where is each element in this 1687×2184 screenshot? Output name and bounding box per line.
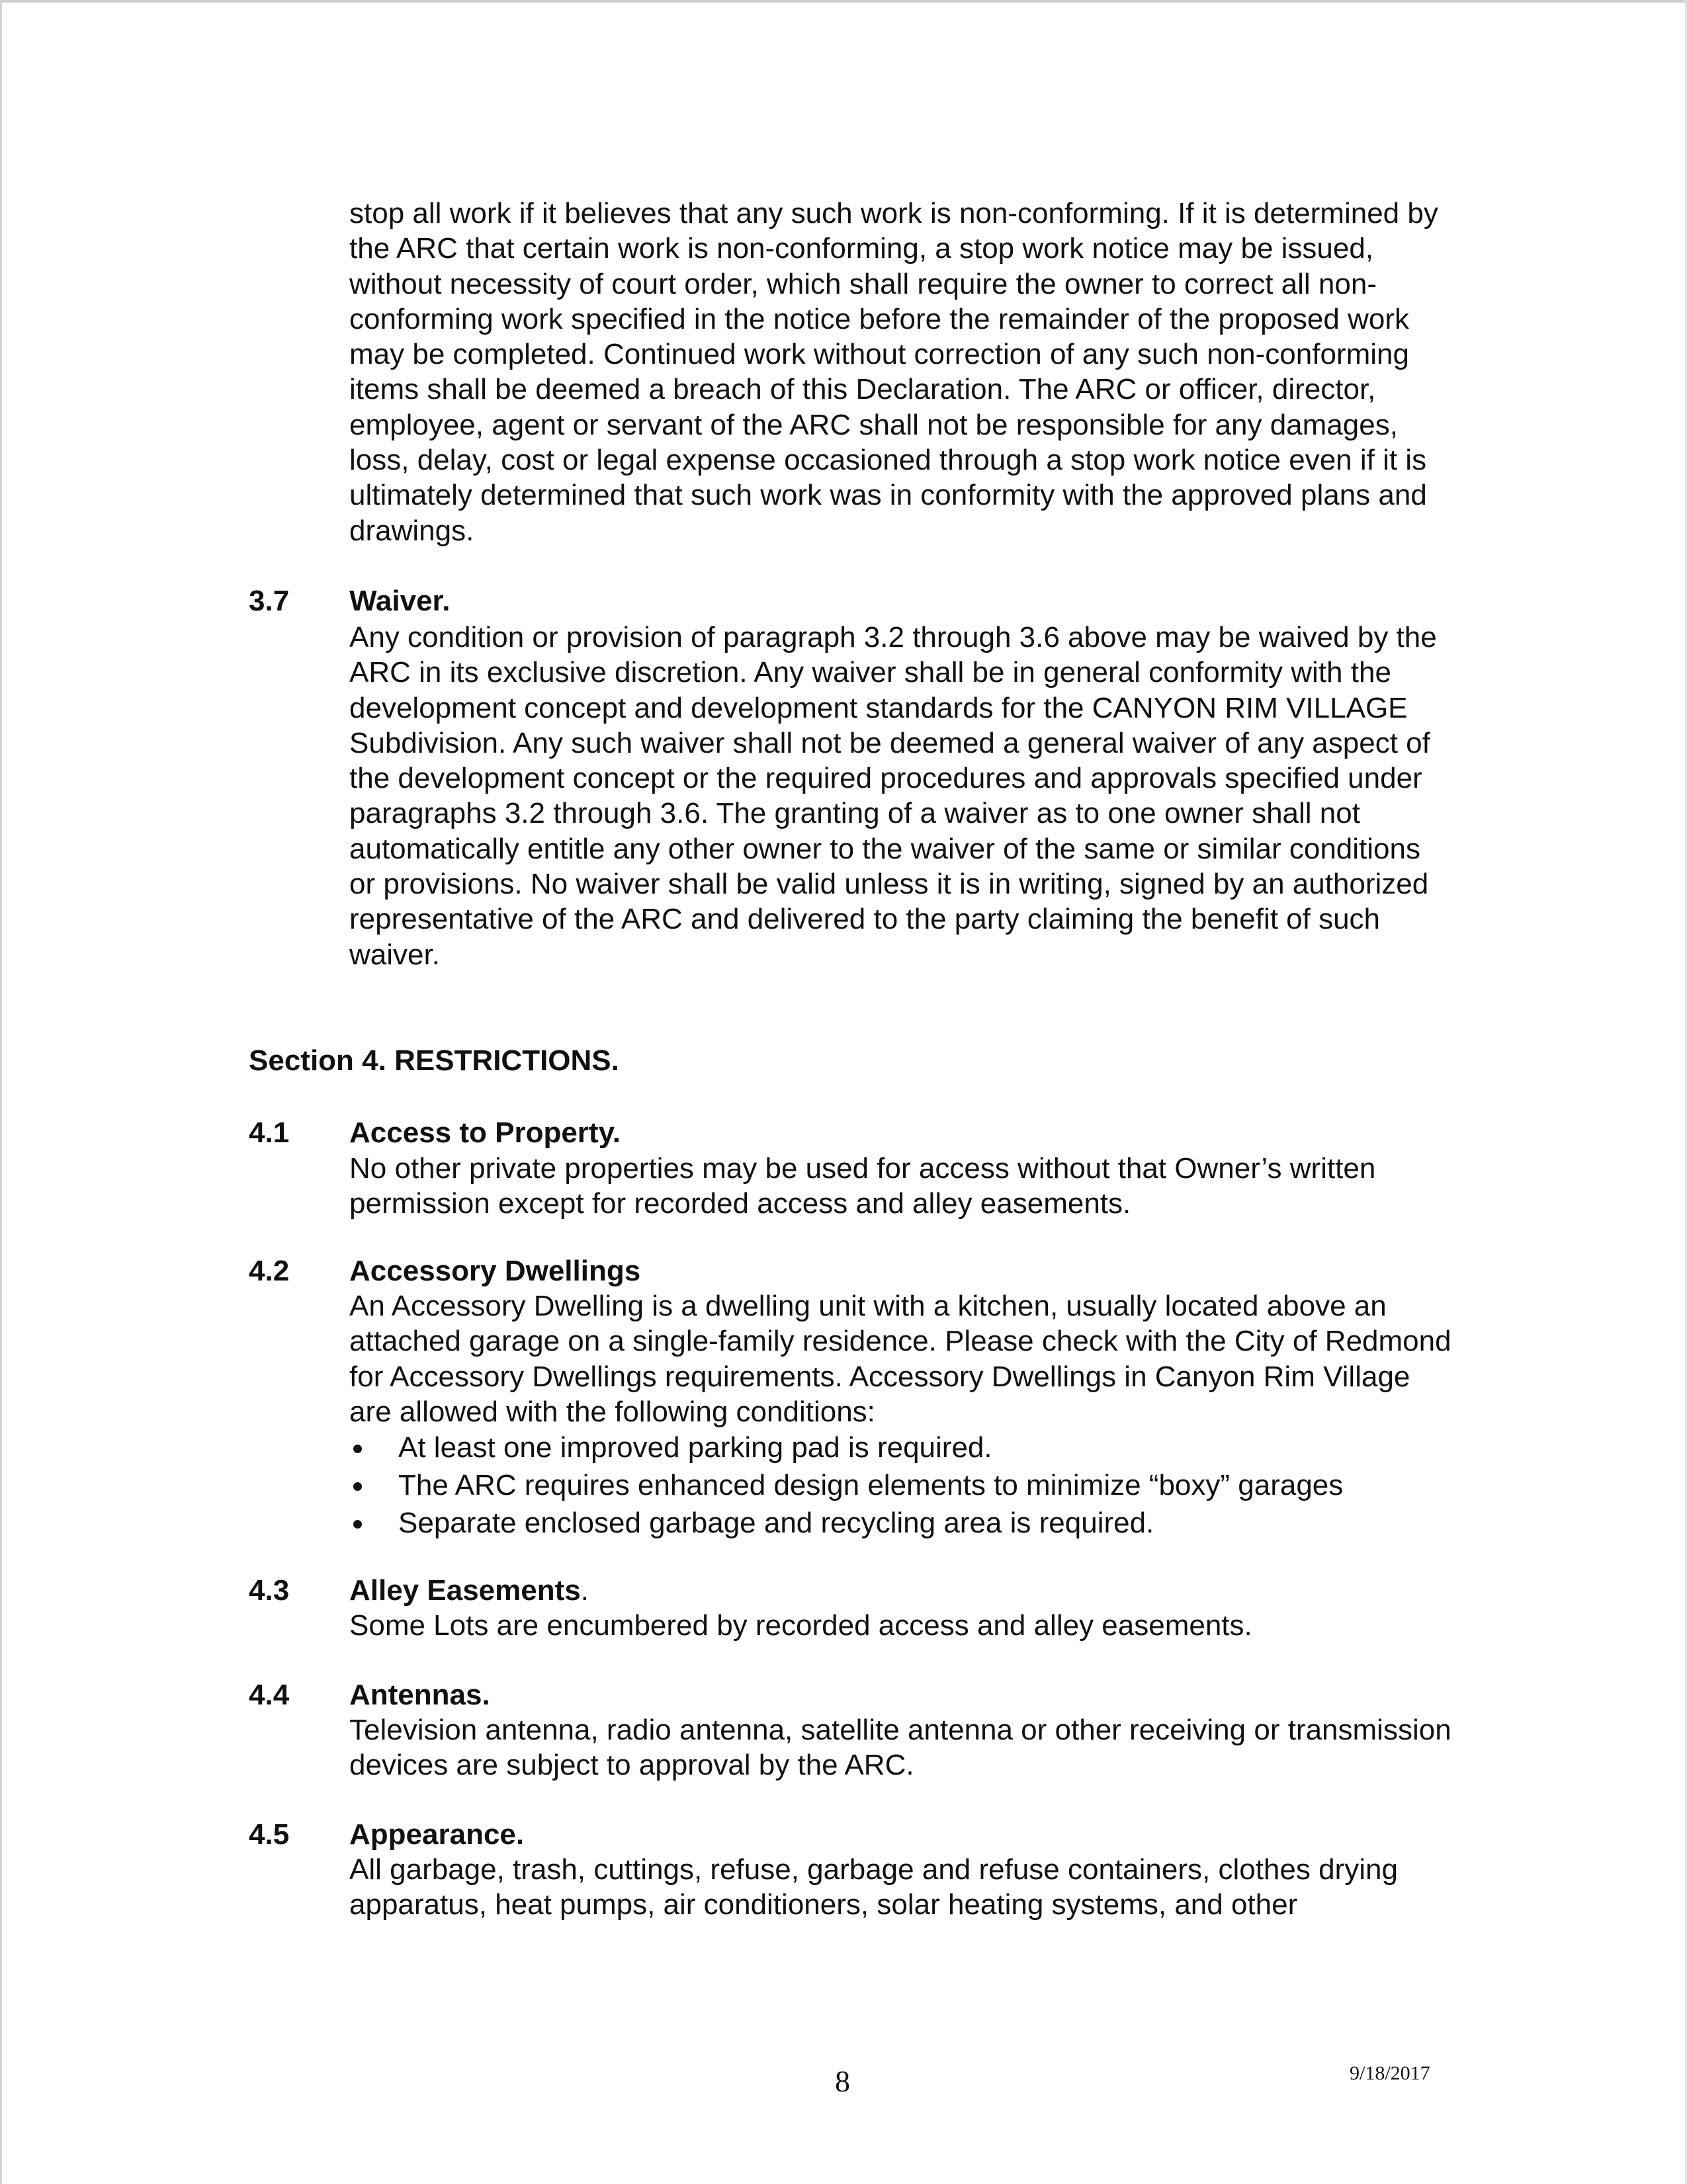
- section-3-7-heading: Waiver.: [349, 585, 451, 617]
- section-4-4-number: 4.4: [249, 1679, 290, 1711]
- section-3-7-number: 3.7: [249, 585, 290, 617]
- bullet-dot-icon: [353, 1520, 362, 1529]
- section-4-2-heading: Accessory Dwellings: [349, 1255, 641, 1287]
- section-4-2-paragraph: An Accessory Dwelling is a dwelling unit with a kitchen, usually located above an attached garage on a single-family residence. Please check with the City of Redmond for Accessory Dwellings requirements. Accessory Dwellings in Canyon Rim Village are allowed with the following conditions:: [349, 1290, 1451, 1428]
- section-4-1-heading: Access to Property.: [349, 1116, 621, 1149]
- section-4-3-paragraph: Some Lots are encumbered by recorded access and alley easements.: [349, 1609, 1252, 1642]
- list-item: At least one improved parking pad is required.: [349, 1429, 1454, 1466]
- section-3-7-paragraph: Any condition or provision of paragraph 3.2 through 3.6 above may be waived by the ARC in its exclusive discretion. Any waiver shall be in general conformity with the development concept and development standards for the CANYON RIM VILLAGE Subdivision. Any such waiver shall not be deemed a general waiver of any aspect of the development concept or the required procedures and approvals specified under paragraphs 3.2 through 3.6. The granting of a waiver as to one owner shall not automatically entitle any other owner to the waiver of the same or similar conditions or provisions. No waiver shall be valid unless it is in writing, signed by an authorized representative of the ARC and delivered to the party claiming the benefit of such waiver.: [349, 621, 1437, 971]
- section-4-4-paragraph: Television antenna, radio antenna, satellite antenna or other receiving or transmission devices are subject to approval by the ARC.: [349, 1714, 1451, 1782]
- section-4-3-heading: Alley Easements.: [349, 1574, 589, 1607]
- section-4-1-paragraph: No other private properties may be used for access without that Owner’s written permission except for recorded access and alley easements.: [349, 1152, 1376, 1220]
- list-item: Separate enclosed garbage and recycling area is required.: [349, 1504, 1454, 1542]
- section-4-title: Section 4. RESTRICTIONS.: [249, 1044, 619, 1077]
- section-4-5-number: 4.5: [249, 1818, 290, 1851]
- bullet-dot-icon: [353, 1445, 362, 1453]
- footer-date: 9/18/2017: [1350, 2062, 1430, 2084]
- section-4-5-paragraph: All garbage, trash, cuttings, refuse, garbage and refuse containers, clothes drying apparatus, heat pumps, air conditioners, solar heating systems, and other: [349, 1853, 1398, 1921]
- section-4-4-heading: Antennas.: [349, 1679, 490, 1711]
- list-item: The ARC requires enhanced design elements to minimize “boxy” garages: [349, 1466, 1454, 1504]
- section-4-1-number: 4.1: [249, 1116, 290, 1149]
- continuation-paragraph: stop all work if it believes that any such work is non-conforming. If it is determined by the ARC that certain work is non-conforming, a stop work notice may be issued, without necessity of court order, which shall require the owner to correct all non-conforming work specified in the notice before the remainder of the proposed work may be completed. Continued work without correction of any such non-conforming items shall be deemed a breach of this Declaration. The ARC or officer, director, employee, agent or servant of the ARC shall not be responsible for any damages, loss, delay, cost or legal expense occasioned through a stop work notice even if it is ultimately determined that such work was in conformity with the approved plans and drawings.: [349, 197, 1438, 547]
- section-4-2-number: 4.2: [249, 1255, 290, 1287]
- accessory-dwelling-conditions-list: [349, 1429, 1454, 1542]
- section-4-3-number: 4.3: [249, 1574, 290, 1607]
- section-4-5-heading: Appearance.: [349, 1818, 525, 1851]
- page-number: 8: [835, 2064, 850, 2098]
- bullet-dot-icon: [353, 1482, 362, 1491]
